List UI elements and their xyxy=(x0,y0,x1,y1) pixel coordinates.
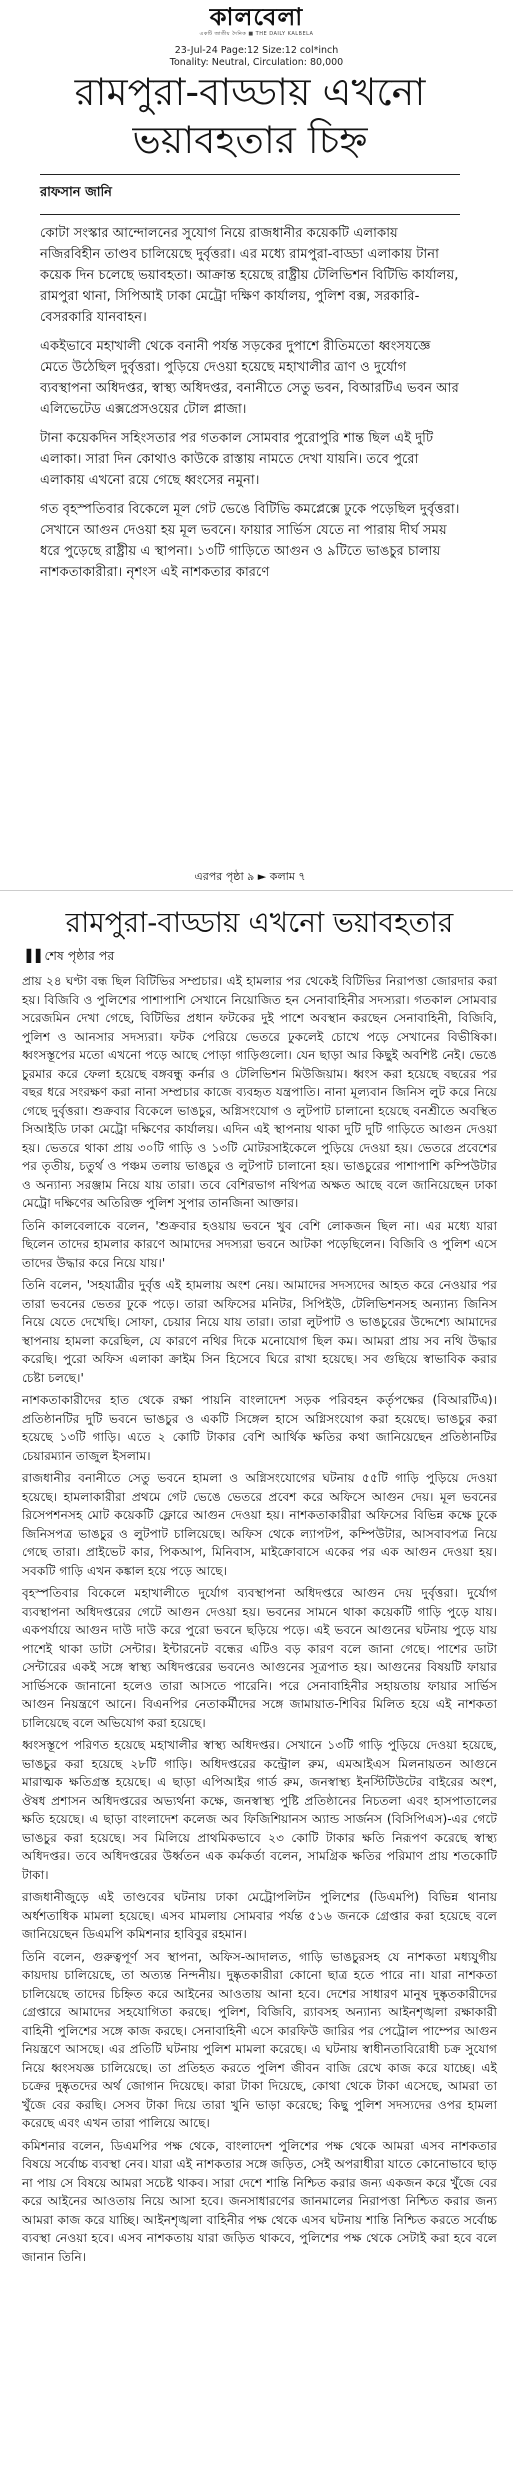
article-paragraph: রাজধানীর বনানীতে সেতু ভবনে হামলা ও অগ্নিসংযোগের ঘটনায় ৫৫টি গাড়ি পুড়িয়ে দেওয়া হয়েছে। হামলাকারীরা প্রথমে গেট ভেঙে ভেতরে প্রবেশ করে অফিসে আগুন দেয়। মূল ভবনের রিসেপশনসহ মোট কয়েকটি ফ্লোরে আগুন দেওয়া হয়। নাশকতাকারীরা অফিসের বিভিন্ন কক্ষে ঢুকে জিনিসপত্র ভাঙচুর ও লুটপাট চালিয়েছে। অফিস থেকে ল্যাপটপ, কম্পিউটার, আসবাবপত্র নিয়ে গেছে তারা। প্রাইভেট কার, পিকআপ, মিনিবাস, মাইক্রোবাসে একের পর এক আগুন দেওয়া হয়। সবকটি গাড়ি এখন কঙ্কাল হয়ে পড়ে আছে। xyxy=(22,1471,497,1578)
clip-tonality-line: Tonality: Neutral, Circulation: 80,000 xyxy=(169,57,344,68)
article-paragraph: একইভাবে মহাখালী থেকে বনানী পর্যন্ত সড়কের দুপাশে রীতিমতো ধ্বংসযজ্ঞে মেতে উঠেছিল দুর্বৃত্তরা। পুড়িয়ে দেওয়া হয়েছে মহাখালীর ত্রাণ ও দুর্যোগ ব্যবস্থাপনা অধিদপ্তর, স্বাস্থ্য অধিদপ্তর, বনানীতে সেতু ভবন, বিআরটিএ ভবন আর এলিভেটেড এক্সপ্রেসওয়ের টোল প্লাজা। xyxy=(40,339,459,417)
headline-divider xyxy=(40,174,460,175)
article-paragraph: কমিশনার বলেন, ডিএমপির পক্ষ থেকে, বাংলাদেশ পুলিশের পক্ষ থেকে আমরা এসব নাশকতার বিষয়ে সর্বোচ্চ ব্যবস্থা নেব। যারা এই নাশকতার সঙ্গে জড়িত, সেই অপরাধীরা যাতে কোনোভাবে ছাড় না পায় সে বিষয়ে আমরা সচেষ্ট থাকব। সারা দেশে শান্তি নিশ্চিত করার জন্য একজন করে খুঁজে বের করে আইনের আওতায় নিয়ে আসা হবে। জনসাধারণের জানমালের নিরাপত্তা নিশ্চিত করার জন্য আমরা কাজ করে যাচ্ছি। আইনশৃঙ্খলা বাহিনীর পক্ষ থেকে এসব ঘটনায় শান্তি নিশ্চিত করতে সর্বোচ্চ ব্যবস্থা নেওয়া হবে। এসব নাশকতায় যারা জড়িত থাকবে, পুলিশের পক্ষ থেকে সেটাই করা হবে বলে জানান তিনি। xyxy=(22,2138,497,2264)
clip-date-line: 23-Jul-24 Page:12 Size:12 col*inch xyxy=(174,45,339,56)
article-paragraph: ধ্বংসস্তূপে পরিণত হয়েছে মহাখালীর স্বাস্থ্য অধিদপ্তর। সেখানে ১৩টি গাড়ি পুড়িয়ে দেওয়া হয়েছে, ভাঙচুর করা হয়েছে ২৮টি গাড়ি। অধিদপ্তরের কন্ট্রোল রুম, এমআইএস মিলনায়তন আগুনে মারাত্মক ক্ষতিগ্রস্ত হয়েছে। এ ছাড়া এপিআইর গার্ড রুম, জনস্বাস্থ্য ইনস্টিটিউটের বাইরের অংশ, ঔষধ প্রশাসন অধিদপ্তরের অভ্যর্থনা কক্ষে, জনস্বাস্থ্য পুষ্টি প্রতিষ্ঠানের নিচতলা এবং হাসপাতালের ক্ষতি হয়েছে। এ ছাড়া বাংলাদেশ কলেজ অব ফিজিশিয়ানস অ্যান্ড সার্জনস (বিসিপিএস)-এর গেটে ভাঙচুর করা হয়েছে। সব মিলিয়ে প্রাথমিকভাবে ২৩ কোটি টাকার ক্ষতি নিরূপণ করেছে স্বাস্থ্য অধিদপ্তর। তবে অধিদপ্তরের উর্ধ্বতন এক কর্মকর্তা বলেন, সামগ্রিক ক্ষতির পরিমাণ প্রায় শতকোটি টাকা। xyxy=(22,1738,497,1882)
continued-from-label: শেষ পৃষ্ঠার পর xyxy=(44,948,115,963)
continued-body xyxy=(22,972,497,2266)
byline-divider xyxy=(40,214,460,215)
article-paragraph: তিনি বলেন, গুরুত্বপূর্ণ সব স্থাপনা, অফিস-আদালত, গাড়ি ভাঙচুরসহ যে নাশকতা মধ্যযুগীয় কায়দায় চালিয়েছে, তা অত্যন্ত নিন্দনীয়। দুষ্কৃতকারীরা কোনো ছাত্র হতে পারে না। যারা নাশকতা চালিয়েছে তাদের চিহ্নিত করে আইনের আওতায় আনা হবে। দেশের সাধারণ মানুষ দুষ্কৃতকারীদের গ্রেপ্তারে আমাদের সহযোগিতা করছে। পুলিশ, বিজিবি, র‍্যাবসহ অন্যান্য আইনশৃঙ্খলা রক্ষাকারী বাহিনী পুলিশের সঙ্গে কাজ করছে। সেনাবাহিনী এসে কারফিউ জারির পর পেট্রোল পাম্পের আগুন নিয়ন্ত্রণে আসছে। এর প্রতিটি ঘটনায় পুলিশ মামলা করেছে। এ ঘটনায় স্বাধীনতাবিরোধী চক্র সুযোগ নিয়ে ধ্বংসযজ্ঞ চালিয়েছে। তা প্রতিহত করতে পুলিশ জীবন বাজি রেখে কাজ করে যাচ্ছে। এই চক্রের দুষ্কৃতদের অর্থ জোগান দিয়েছে। কারা টাকা দিয়েছে, কোথা থেকে টাকা এসেছে, আমরা তা খুঁজে বের করছি। সেসব টাকা দিয়ে তারা খুনি ভাড়া করেছে; কিছু পুলিশ সদস্যদের ওপর হামলা করেছে এবং এখন তারা পালিয়ে আছে। xyxy=(22,1949,497,2130)
newspaper-logo: কালবেলা xyxy=(209,2,304,31)
continuation-note: এরপর পৃষ্ঠা ৯ ► কলাম ৭ xyxy=(194,870,306,883)
article-body xyxy=(40,223,460,583)
article-clip-continued xyxy=(22,904,497,2270)
article-paragraph: রাজধানীজুড়ে এই তাণ্ডবের ঘটনায় ঢাকা মেট্রোপলিটন পুলিশের (ডিএমপি) বিভিন্ন থানায় অর্ধশতাধিক মামলা হয়েছে। এসব মামলায় সোমবার পর্যন্ত ৫১৬ জনকে গ্রেপ্তার করা হয়েছে বলে জানিয়েছেন ডিএমপি কমিশনার হাবিবুর রহমান। xyxy=(22,1890,497,1941)
article-clip-front xyxy=(40,68,460,591)
clip-separator xyxy=(0,890,513,891)
article-paragraph: টানা কয়েকদিন সহিংসতার পর গতকাল সোমবার পুরোপুরি শান্ত ছিল এই দুটি এলাকা। সারা দিন কোথাও কাউকে রাস্তায় নামতে দেখা যায়নি। তবে পুরো এলাকায় এখনো রয়ে গেছে ধ্বংসের নমুনা। xyxy=(40,431,434,488)
article-paragraph: নাশকতাকারীদের হাত থেকে রক্ষা পায়নি বাংলাদেশ সড়ক পরিবহন কর্তৃপক্ষের (বিআরটিএ)। প্রতিষ্ঠানটির দুটি ভবনে ভাঙচুর ও একটি সিঙ্গেল হাসে অগ্নিসংযোগ করা হয়েছে। ভাঙচুর করা হয়েছে ১৩টি গাড়ি। এতে ২ কোটি টাকার বেশি আর্থিক ক্ষতির কথা জানিয়েছেন প্রতিষ্ঠানটির চেয়ারম্যান তাজুল ইসলাম। xyxy=(22,1393,497,1463)
continued-headline: রামপুরা-বাড্ডায় এখনো ভয়াবহতার xyxy=(65,906,454,939)
article-headline: রামপুরা-বাড্ডায় এখনো ভয়াবহতার চিহ্ন xyxy=(74,70,426,162)
article-paragraph: বৃহস্পতিবার বিকেলে মহাখালীতে দুর্যোগ ব্যবস্থাপনা অধিদপ্তরে আগুন দেয় দুর্বৃত্তরা। দুর্যোগ ব্যবস্থাপনা অধিদপ্তরের গেটে আগুন দেওয়া হয়। ভবনের সামনে থাকা কয়েকটি গাড়ি পুড়ে যায়। একপর্যায়ে আগুন দাউ দাউ করে পুরো ভবনে ছড়িয়ে পড়ে। এই ভবনে আগুনের ঘটনায় পুড়ে যায় পাশেই থাকা ডাটা সেন্টার। ইন্টারনেট বন্ধের এটিও বড় কারণ বলে জানা গেছে। পাশের ডাটা সেন্টারের একই সঙ্গে স্বাস্থ্য অধিদপ্তরের ভবনেও আগুনের সূত্রপাত হয়। আগুনের বিষয়টি ফায়ার সার্ভিসকে জানানো হলেও তারা আসতে পারেনি। পরে সেনাবাহিনীর সহায়তায় ফায়ার সার্ভিস আগুন নিয়ন্ত্রণে আনে। বিএনপির নেতাকর্মীদের সঙ্গে জামায়াত-শিবির মিলিত হয়ে এই নাশকতা চালিয়েছে বলে অভিযোগ করা হয়েছে। xyxy=(22,1586,497,1730)
continued-from-tag xyxy=(22,948,497,968)
arrow-icon: ▐▐ xyxy=(22,949,41,963)
article-paragraph: গত বৃহস্পতিবার বিকেলে মূল গেট ভেঙে বিটিভি কমপ্লেক্সে ঢুকে পড়েছিল দুর্বৃত্তরা। সেখানে আগুন দেওয়া হয় মূল ভবনে। ফায়ার সার্ভিস যেতে না পারায় দীর্ঘ সময় ধরে পুড়েছে রাষ্ট্রীয় এ স্থাপনা। ১৩টি গাড়িতে আগুন ও ৯টিতে ভাঙচুর চালায় নাশকতাকারীরা। নৃশংস এই নাশকতার কারণে xyxy=(40,502,460,580)
article-byline: রাফসান জানি xyxy=(40,185,112,200)
article-paragraph: কোটা সংস্কার আন্দোলনের সুযোগ নিয়ে রাজধানীর কয়েকটি এলাকায় নজিরবিহীন তাণ্ডব চালিয়েছে দুর্বৃত্তরা। এর মধ্যে রামপুরা-বাড্ডা এলাকায় টানা কয়েক দিন চলেছে ভয়াবহতা। আক্রান্ত হয়েছে রাষ্ট্রীয় টেলিভিশন বিটিভি কার্যালয়, রামপুরা থানা, সিপিআই ঢাকা মেট্রো দক্ষিণ কার্যালয়, পুলিশ বক্স, সরকারি-বেসরকারি যানবাহন। xyxy=(40,226,459,325)
newspaper-tagline: একটি জাতীয় দৈনিক ■ THE DAILY KALBELA xyxy=(199,31,314,37)
article-paragraph: তিনি বলেন, 'সহযাত্রীর দুর্বৃত্ত এই হামলায় অংশ নেয়। আমাদের সদস্যদের আহত করে নেওয়ার পর তারা ভবনের ভেতর ঢুকে পড়ে। তারা অফিসের মনিটর, সিপিইউ, টেলিভিশনসহ অন্যান্য জিনিস নিয়ে যেতে দেখেছি। সোফা, চেয়ার নিয়ে যায় তারা। তারা লুটপাট ও ভাঙচুরের উদ্দেশ্যে আমাদের স্থাপনায় হামলা করেছিল, যে কারণে নথির দিকে মনোযোগ ছিল কম। আমরা প্রায় সব নথি উদ্ধার করেছি। পুরো অফিস এলাকা ক্রাইম সিন হিসেবে ঘিরে রাখা হয়েছে। সব গুছিয়ে স্বাভাবিক করার চেষ্টা চলছে।' xyxy=(22,1278,497,1385)
masthead xyxy=(0,4,513,69)
article-paragraph: তিনি কালবেলাকে বলেন, 'শুক্রবার হওয়ায় ভবনে খুব বেশি লোকজন ছিল না। এর মধ্যে যারা ছিলেন তাদের হামলার কারণে আমাদের সদস্যরা ভবনে আটকা পড়েছিলেন। বিজিবি ও পুলিশ এসে তাদের উদ্ধার করে নিয়ে যায়।' xyxy=(22,1218,497,1270)
article-paragraph: প্রায় ২৪ ঘণ্টা বন্ধ ছিল বিটিভির সম্প্রচার। এই হামলার পর থেকেই বিটিভির নিরাপত্তা জোরদার করা হয়। বিজিবি ও পুলিশের পাশাপাশি সেখানে নিয়োজিত হন সেনাবাহিনীর সদস্যরা। গতকাল সোমবার সরেজমিন দেখা গেছে, বিটিভির প্রধান ফটকের দুই পাশে অবস্থান করছেন সেনাবাহিনী, বিজিবি, পুলিশ ও আনসার সদস্যরা। ফটক পেরিয়ে ভেতরে ঢুকলেই চোখে পড়ে সেখানের বিভীষিকা। ধ্বংসস্তূপের মতো এখনো পড়ে আছে পোড়া গাড়িগুলো। যেন ছাড়া আর কিছুই অবশিষ্ট নেই। ভেঙে চুরমার করে ফেলা হয়েছে বঙ্গবন্ধু কর্নার ও টেলিভিশন মিউজিয়াম। ধ্বংস করা হয়েছে বছরের পর বছর ধরে সংরক্ষণ করা নানা সম্প্রচার কাজে ব্যবহৃত যন্ত্রপাতি। নানা মূল্যবান জিনিস লুট করে নিয়ে গেছে দুর্বৃত্তরা। শুক্রবার বিকেলে ভাঙচুর, অগ্নিসংযোগ ও লুটপাট চালানো হয়েছে বনশ্রীতে অবস্থিত সিআইডি ঢাকা মেট্রো দক্ষিণের কার্যালয়। এদিন এই স্থাপনায় থাকা দুটি দুটি গাড়িতে আগুন দেওয়া হয়। ভেতরে থাকা প্রায় ৩০টি গাড়ি ও ১৩টি মোটরসাইকেলে পুড়িয়ে দেওয়া হয়। ভেতরে প্রবেশের পর তৃতীয়, চতুর্থ ও পঞ্চম তলায় ভাঙচুর ও লুটপাট চালানো হয়। ভাঙচুরের পাশাপাশি কম্পিউটার ও অন্যান্য সরঞ্জাম নিয়ে যায় তারা। তবে বেশিরভাগ নথিপত্র অক্ষত আছে বলে জানিয়েছেন ঢাকা মেট্রো দক্ষিণের অতিরিক্ত পুলিশ সুপার তানজিনা আক্তার। xyxy=(22,974,497,1210)
